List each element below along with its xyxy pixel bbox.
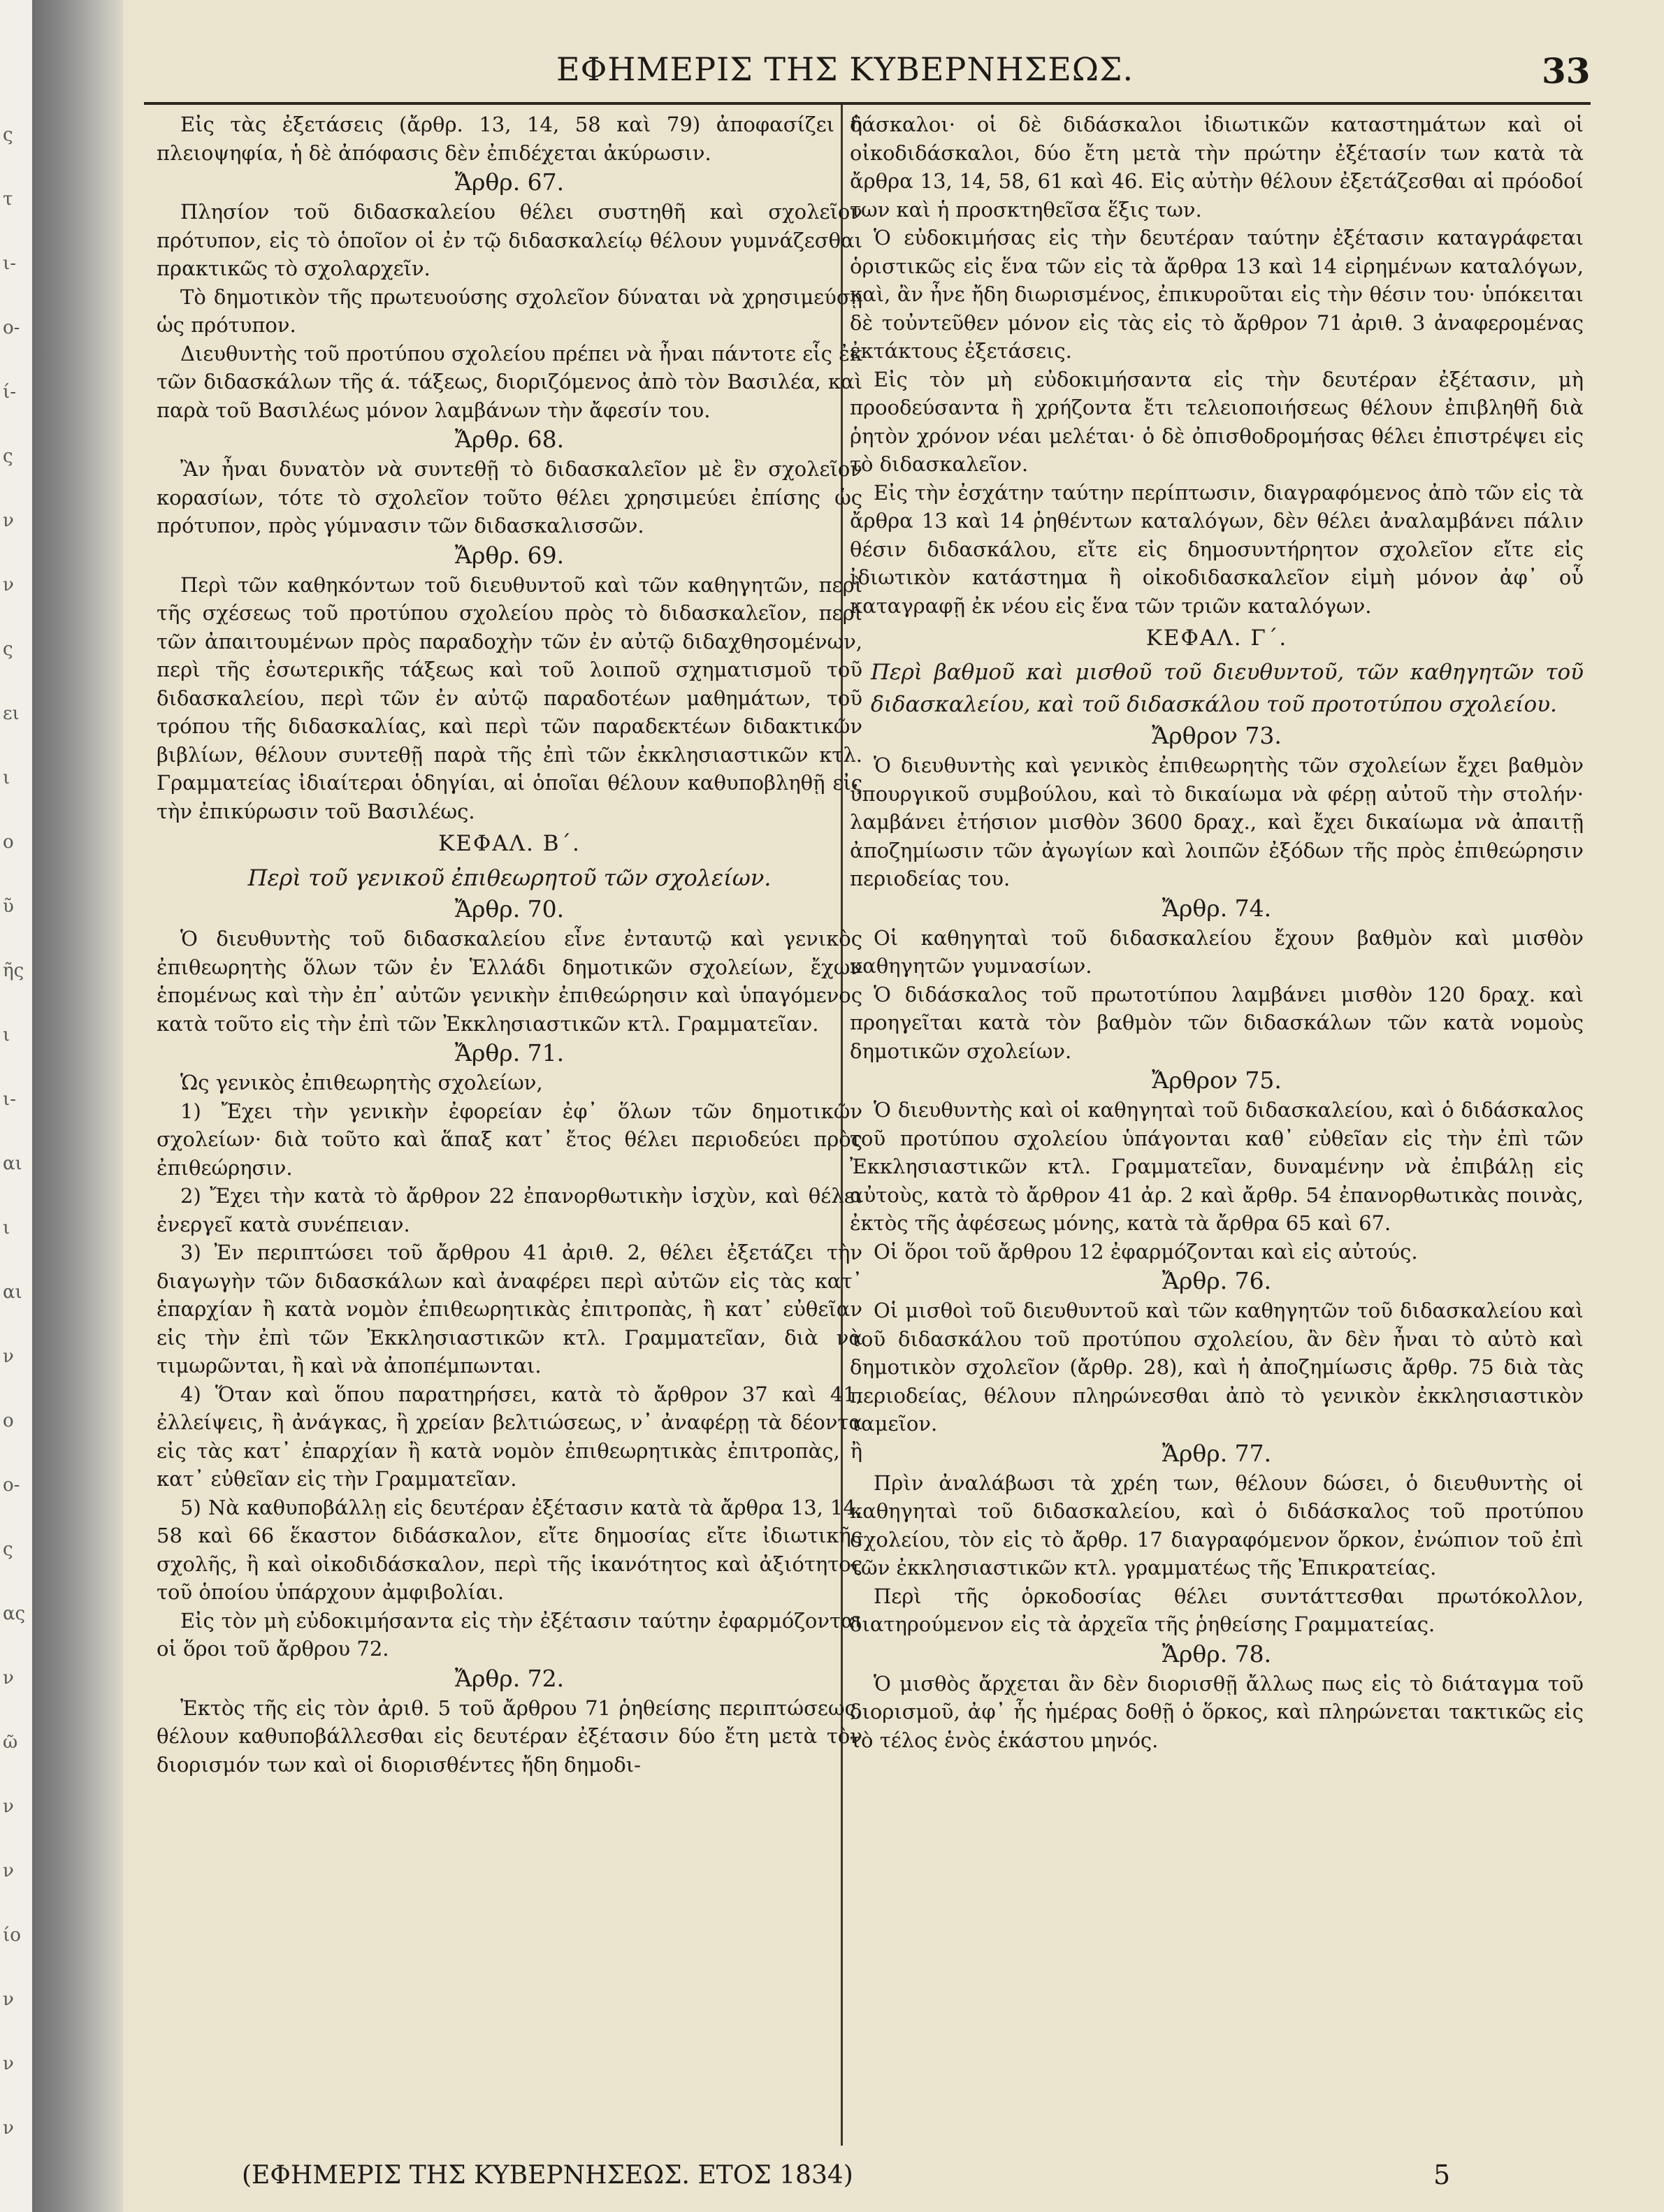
list-item: 4) Ὅταν καὶ ὅπου παρατηρήσει, κατὰ τὸ ἄρθρον 37 καὶ 41, ἐλλείψεις, ἢ ἀνάγκας, ἢ χρείαν βελτιώσεως, ν᾽ ἀναφέρῃ τὰ δέοντα εἰς τὰς κατ᾽ ἐπαρχίαν ἢ κατὰ νομὸν ἐπιθεωρητικὰς ἐπιτροπὰς, ἢ κατ᾽ εὐθεῖαν εἰς τὴν Γραμματεῖαν. [157, 1382, 862, 1491]
paragraph: Τὸ δημοτικὸν τῆς πρωτευούσης σχολεῖον δύναται νὰ χρησιμεύσῃ ὡς πρότυπον. [157, 284, 862, 337]
previous-page-fragment: ο [3, 1410, 14, 1431]
page-title: ΕΦΗΜΕΡΙΣ ΤΗΣ ΚΥΒΕΡΝΗΣΕΩΣ. [556, 50, 1134, 88]
list-item: 2) Ἔχει τὴν κατὰ τὸ ἄρθρον 22 ἐπανορθωτικὴν ἰσχὺν, καὶ θέλει ἐνεργεῖ κατὰ συνέπειαν. [157, 1184, 862, 1236]
previous-page-fragment: ο- [3, 317, 20, 338]
article-heading: Ἄρθρ. 78. [1162, 1640, 1272, 1668]
header-rule [144, 102, 1591, 105]
right-column [850, 110, 1584, 1754]
paragraph: Ὁ εὐδοκιμήσας εἰς τὴν δευτέραν ταύτην ἐξέτασιν καταγράφεται ὁριστικῶς εἰς ἕνα τῶν εἰς τὰ ἄρθρα 13 καὶ 14 εἰρημένων καταλόγων, καὶ, ἂν ἦνε ἤδη διωρισμένος, ἐπικυροῦται εἰς τὴν θέσιν του· ὑπόκειται δὲ τοὐντεῦθεν μόνον εἰς τὰς εἰς τὸ ἄρθρον 71 ἀριθ. 3 ἀναφερομένας ἐκτάκτους ἐξετάσεις. [850, 226, 1584, 363]
chapter-heading: ΚΕΦΑΛ. Β΄. [438, 831, 581, 856]
article-heading: Ἄρθρ. 69. [454, 541, 565, 569]
previous-page-fragment: ι [3, 1025, 10, 1046]
list-item: 5) Νὰ καθυποβάλλῃ εἰς δευτέραν ἐξέτασιν κατὰ τὰ ἄρθρα 13, 14, 58 καὶ 66 ἕκαστον διδάσκαλον, εἴτε δημοσίας εἴτε ἰδιωτικῆς σχολῆς, ἢ καὶ οἰκοδιδάσκαλον, περὶ τῆς ἱκανότητος καὶ ἀξιότητος τοῦ ὁποίου ὑπάρχουν ἀμφιβολίαι. [157, 1495, 862, 1604]
paragraph: Ἂν ἦναι δυνατὸν νὰ συντεθῇ τὸ διδασκαλεῖον μὲ ἓν σχολεῖον κορασίων, τότε τὸ σχολεῖον τοῦτο θέλει χρησιμεύει ἐπίσης ὡς πρότυπον, πρὸς γύμνασιν τῶν διδασκαλισσῶν. [157, 457, 862, 537]
previous-page-fragment: ας [3, 1603, 26, 1624]
article-heading: Ἄρθρον 73. [1152, 722, 1282, 749]
running-head [123, 50, 1664, 99]
previous-page-fragment: ο [3, 832, 14, 853]
paragraph: Εἰς τὴν ἐσχάτην ταύτην περίπτωσιν, διαγραφόμενος ἀπὸ τῶν εἰς τὰ ἄρθρα 13 καὶ 14 ῥηθέντων καταλόγων, δὲν θέλει ἀναλαμβάνει πάλιν θέσιν διδασκάλου, εἴτε εἰς δημοσυντήρητον σχολεῖον εἴτε εἰς ἰδιωτικὸν κατάστημα ἢ οἰκοδιδασκαλεῖον εἰμὴ μόνον ἀφ᾽ οὗ καταγραφῇ ἐκ νέου εἰς ἕνα τῶν τριῶν καταλόγων. [850, 480, 1584, 618]
article-heading: Ἄρθρ. 70. [454, 895, 565, 923]
footer-imprint: (ΕΦΗΜΕΡΙΣ ΤΗΣ ΚΥΒΕΡΝΗΣΕΩΣ. ΕΤΟΣ 1834) [242, 2161, 853, 2190]
paragraph: Εἰς τὰς ἐξετάσεις (ἄρθρ. 13, 14, 58 καὶ 79) ἀποφασίζει ἡ πλειοψηφία, ἡ δὲ ἀπόφασις δὲν ἐπιδέχεται ἀκύρωσιν. [157, 113, 862, 165]
previous-page-fragment: ς [3, 1539, 13, 1560]
paragraph: Διευθυντὴς τοῦ προτύπου σχολείου πρέπει νὰ ἦναι πάντοτε εἷς ἐκ τῶν διδασκάλων τῆς ά. τάξεως, διοριζόμενος ἀπὸ τὸν Βασιλέα, καὶ παρὰ τοῦ Βασιλέως μόνον λαμβάνων τὴν ἄφεσίν του. [157, 341, 862, 422]
article-heading: Ἄρθρ. 74. [1162, 894, 1272, 922]
paragraph: Περὶ τῆς ὁρκοδοσίας θέλει συντάττεσθαι πρωτόκολλον, διατηρούμενον εἰς τὰ ἀρχεῖα τῆς ῥηθείσης Γραμματείας. [850, 1584, 1584, 1636]
paragraph: Εἰς τὸν μὴ εὐδοκιμήσαντα εἰς τὴν ἐξέτασιν ταύτην ἐφαρμόζονται οἱ ὅροι τοῦ ἄρθρου 72. [157, 1608, 862, 1661]
article-heading: Ἄρθρ. 77. [1162, 1439, 1272, 1467]
paragraph: Οἱ ὅροι τοῦ ἄρθρου 12 ἐφαρμόζονται καὶ εἰς αὐτούς. [874, 1239, 1418, 1264]
previous-page-fragment: ν [3, 510, 14, 531]
paragraph: Πρὶν ἀναλάβωσι τὰ χρέη των, θέλουν δώσει, ὁ διευθυντὴς οἱ καθηγηταὶ τοῦ διδασκαλείου, καὶ ὁ διδάσκαλος τοῦ προτύπου σχολείου, τὸν εἰς τὸ ἄρθρ. 17 διαγραφόμενον ὅρκον, ἐνώπιον τοῦ ἐπὶ τῶν ἐκκλησιαστικῶν κτλ. γραμματέως τῆς Ἐπικρατείας. [850, 1470, 1584, 1580]
paragraph: Ἐκτὸς τῆς εἰς τὸν ἀριθ. 5 τοῦ ἄρθρου 71 ῥηθείσης περιπτώσεως, θέλουν καθυποβάλλεσθαι εἰς δευτέραν ἐξέτασιν δύο ἔτη μετὰ τὸν διορισμόν των καὶ οἱ διορισθέντες ἤδη δημοδι- [157, 1696, 862, 1777]
previous-page-fragment: αι [3, 1153, 22, 1174]
previous-page-fragment: ι- [3, 1089, 16, 1110]
paragraph: Ὁ διδάσκαλος τοῦ πρωτοτύπου λαμβάνει μισθὸν 120 δραχ. καὶ προηγεῖται κατὰ τὸν βαθμὸν τῶν διδασκάλων τῶν κατὰ νομοὺς δημοτικῶν σχολείων. [850, 982, 1584, 1063]
list-item: 3) Ἐν περιπτώσει τοῦ ἄρθρου 41 ἀριθ. 2, θέλει ἐξετάζει τὴν διαγωγὴν τῶν διδασκάλων καὶ ἀναφέρει περὶ αὐτῶν εἰς τὰς κατ᾽ ἐπαρχίαν ἢ κατὰ νομὸν ἐπιθεωρητικὰς ἐπιτροπὰς, ἢ κατ᾽ εὐθεῖαν εἰς τὴν ἐπὶ τῶν Ἐκκλησιαστικῶν κτλ. Γραμματεῖαν, διὰ νὰ τιμωρῶνται, ἢ καὶ νὰ ἀποπέμπωνται. [157, 1241, 862, 1378]
article-heading: Ἄρθρ. 71. [454, 1039, 565, 1067]
previous-page-fragment: ίο [3, 1925, 21, 1946]
chapter-subtitle: Περὶ βαθμοῦ καὶ μισθοῦ τοῦ διευθυντοῦ, τῶν καθηγητῶν τοῦ διδασκαλείου, καὶ τοῦ διδασκάλου τοῦ προτοτύπου σχολείου. [871, 660, 1584, 717]
previous-page-fragment: ῆς [3, 960, 24, 981]
previous-page-fragment: ν [3, 1860, 14, 1881]
previous-page-fragment: ῶ [3, 1732, 18, 1753]
paragraph: Ὁ διευθυντὴς καὶ γενικὸς ἐπιθεωρητὴς τῶν σχολείων ἔχει βαθμὸν ὑπουργικοῦ συμβούλου, καὶ τὸ δικαίωμα νὰ φέρῃ αὐτοῦ τὴν στολήν· λαμβάνει ἐτήσιον μισθὸν 3600 δραχ., καὶ ἔχει δικαίωμα νὰ ἀπαιτῇ ἀποζημίωσιν τῶν ἀγωγίων καὶ λοιπῶν ἐξόδων τῆς πρὸς ἐπιθεώρησιν περιοδείας του. [850, 753, 1584, 890]
paragraph: Ὡς γενικὸς ἐπιθεωρητὴς σχολείων, [180, 1071, 543, 1094]
article-heading: Ἄρθρ. 76. [1162, 1267, 1272, 1294]
article-heading: Ἄρθρον 75. [1152, 1067, 1282, 1094]
article-heading: Ἄρθρ. 72. [454, 1664, 565, 1692]
signature-mark: 5 [1433, 2160, 1451, 2190]
previous-page-fragment: ν [3, 1668, 14, 1689]
previous-page-fragment: ν [3, 2118, 14, 2139]
previous-page-fragment: ί- [3, 382, 16, 403]
previous-page-fragment: ι- [3, 253, 16, 274]
previous-page-fragment: ς [3, 446, 13, 467]
article-heading: Ἄρθρ. 67. [454, 168, 565, 196]
previous-page-fragment: ι [3, 767, 10, 788]
page-number: 33 [1542, 50, 1591, 92]
chapter-heading: ΚΕΦΑΛ. Γ΄. [1145, 626, 1288, 651]
paragraph: Οἱ μισθοὶ τοῦ διευθυντοῦ καὶ τῶν καθηγητῶν τοῦ διδασκαλείου καὶ τοῦ διδασκάλου τοῦ προτύπου σχολείου, ἂν δὲν ἦναι τὸ αὐτὸ καὶ δημοτικὸν σχολεῖον (ἄρθρ. 28), καὶ ἡ ἀποζημίωσις ἄρθρ. 75 διὰ τὰς περιοδείας, θέλουν πληρώνεσθαι ἀπὸ τὸ γενικὸν ἐκκλησιαστικὸν ταμεῖον. [850, 1299, 1584, 1436]
paragraph: Οἱ καθηγηταὶ τοῦ διδασκαλείου ἔχουν βαθμὸν καὶ μισθὸν καθηγητῶν γυμνασίων. [850, 925, 1584, 978]
previous-page-fragment: τ [3, 189, 13, 210]
newspaper-page [123, 0, 1664, 2212]
chapter-subtitle: Περὶ τοῦ γενικοῦ ἐπιθεωρητοῦ τῶν σχολείων. [247, 865, 772, 891]
previous-page-fragment: ν [3, 1989, 14, 2010]
list-item: 1) Ἔχει τὴν γενικὴν ἐφορείαν ἐφ᾽ ὅλων τῶν δημοτικῶν σχολείων· διὰ τοῦτο καὶ ἅπαξ κατ᾽ ἔτος θέλει περιοδεύει πρὸς ἐπιθεώρησιν. [157, 1099, 862, 1180]
previous-page-edge [0, 0, 32, 2212]
paragraph: δάσκαλοι· οἱ δὲ διδάσκαλοι ἰδιωτικῶν καταστημάτων καὶ οἱ οἰκοδιδάσκαλοι, δύο ἔτη μετὰ τὴν πρώτην ἐξέτασίν των κατὰ τὰ ἄρθρα 13, 14, 58, 61 καὶ 46. Εἰς αὐτὴν θέλουν ἐξετάζεσθαι αἱ πρόοδοί των καὶ ἡ προσκτηθεῖσα ἕξις των. [850, 113, 1584, 222]
previous-page-fragment: ς [3, 124, 13, 145]
previous-page-fragment: ο- [3, 1475, 20, 1496]
paragraph: Περὶ τῶν καθηκόντων τοῦ διευθυντοῦ καὶ τῶν καθηγητῶν, περὶ τῆς σχέσεως τοῦ προτύπου σχολείου πρὸς τὸ διδασκαλεῖον, περὶ τῶν ἀπαιτουμένων πρὸς παραδοχὴν τῶν ἐν αὐτῷ διδαχθησομένων, περὶ τῆς ἐσωτερικῆς τάξεως καὶ τοῦ λοιποῦ σχηματισμοῦ τοῦ διδασκαλείου, περὶ τῶν ἐν αὐτῷ παραδοτέων μαθημάτων, τοῦ τρόπου τῆς διδασκαλίας, καὶ περὶ τῶν παραδεκτέων διδακτικῶν βιβλίων, θέλουν συντεθῇ παρὰ τῆς ἐπὶ τῶν ἐκκλησιαστικῶν κτλ. Γραμματείας ἰδιαίτεραι ὁδηγίαι, αἱ ὁποῖαι θέλουν καθυποβληθῇ εἰς τὴν ἐπικύρωσιν τοῦ Βασιλέως. [157, 572, 862, 823]
paragraph: Εἰς τὸν μὴ εὐδοκιμήσαντα εἰς τὴν δευτέραν ἐξέτασιν, μὴ προοδεύσαντα ἢ χρήζοντα ἔτι τελειοποιήσεως θέλουν ἐπιβληθῆ διὰ ῥητὸν χρόνον νέαι μελέται· ὁ δὲ ὀπισθοδρομήσας θέλει ἐπιστρέψει εἰς τὸ διδασκαλεῖον. [850, 367, 1584, 476]
previous-page-fragment: ι [3, 1217, 10, 1238]
previous-page-fragment: ν [3, 1346, 14, 1367]
previous-page-fragment: ν [3, 1796, 14, 1817]
previous-page-fragment: ει [3, 703, 20, 724]
paragraph: Πλησίον τοῦ διδασκαλείου θέλει συστηθῆ καὶ σχολεῖον πρότυπον, εἰς τὸ ὁποῖον οἱ ἐν τῷ διδασκαλείῳ θέλουν γυμνάζεσθαι πρακτικῶς τὸ σχολαρχεῖν. [157, 200, 862, 280]
previous-page-fragment: ς [3, 639, 13, 660]
previous-page-fragment: αι [3, 1282, 22, 1303]
previous-page-fragment: ῦ [3, 896, 14, 917]
paragraph: Ὁ διευθυντὴς καὶ οἱ καθηγηταὶ τοῦ διδασκαλείου, καὶ ὁ διδάσκαλος τοῦ προτύπου σχολείου ὑπάγονται καθ᾽ εὐθεῖαν εἰς τὴν ἐπὶ τῶν Ἐκκλησιαστικῶν κτλ. Γραμματεῖαν, δυναμένην νὰ ἐπιβάλῃ εἰς αὐτοὺς, κατὰ τὸ ἄρθρον 41 ἀρ. 2 καὶ ἄρθρ. 54 ἐπανορθωτικὰς ποινὰς, ἐκτὸς τῆς ἀφέσεως μόνης, κατὰ τὰ ἄρθρα 65 καὶ 67. [850, 1098, 1584, 1235]
previous-page-fragment: ν [3, 2053, 14, 2074]
left-column [157, 110, 862, 1779]
book-binding-shadow [32, 0, 123, 2212]
paragraph: Ὁ διευθυντὴς τοῦ διδασκαλείου εἶνε ἐνταυτῷ καὶ γενικὸς ἐπιθεωρητὴς ὅλων τῶν ἐν Ἑλλάδι δημοτικῶν σχολείων, ἔχων ἑπομένως καὶ τὴν ἐπ᾽ αὐτῶν γενικὴν ἐπιθεώρησιν καὶ ὑπαγόμενος κατὰ τοῦτο εἰς τὴν ἐπὶ τῶν Ἐκκλησιαστικῶν κτλ. Γραμματεῖαν. [157, 927, 862, 1036]
paragraph: Ὁ μισθὸς ἄρχεται ἂν δὲν διορισθῇ ἄλλως πως εἰς τὸ διάταγμα τοῦ διορισμοῦ, ἀφ᾽ ἧς ἡμέρας δοθῇ ὁ ὅρκος, καὶ πληρώνεται τακτικῶς εἰς τὸ τέλος ἑνὸς ἑκάστου μηνός. [850, 1671, 1584, 1752]
article-heading: Ἄρθρ. 68. [454, 426, 565, 453]
previous-page-fragment: ν [3, 574, 14, 595]
